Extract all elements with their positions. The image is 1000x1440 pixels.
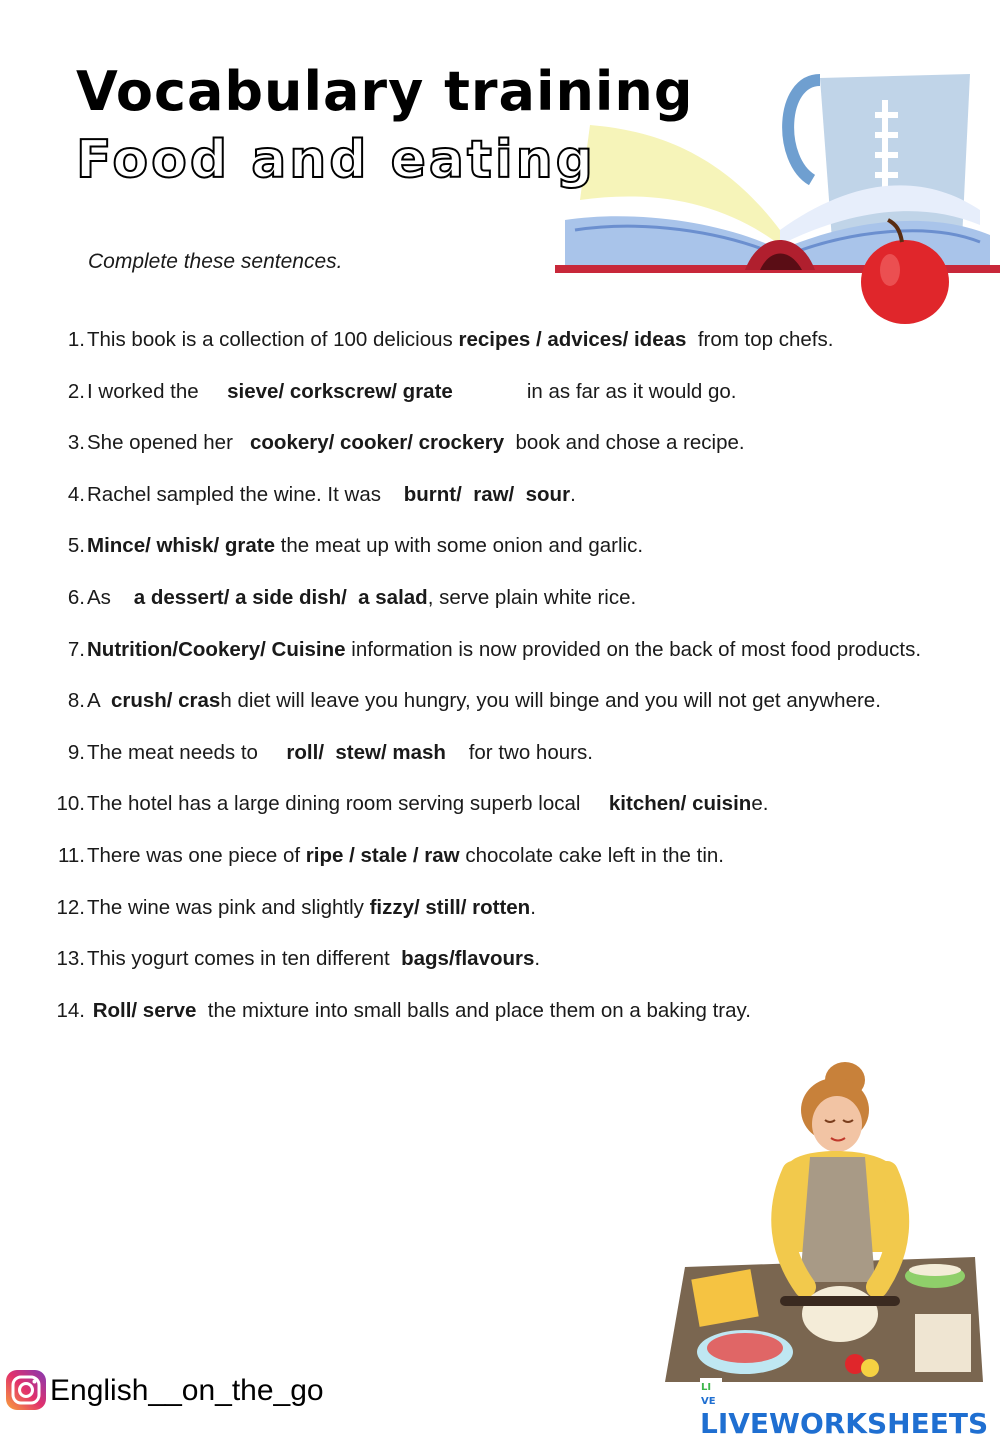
question-number: 5. xyxy=(67,534,85,558)
question-number: 14. xyxy=(56,998,85,1022)
question-text: Rachel sampled the wine. It was burnt/ raw/ sour. xyxy=(87,482,576,506)
question-item xyxy=(0,830,950,882)
question-number: 3. xyxy=(67,431,85,455)
question-number: 6. xyxy=(67,585,85,609)
question-text: Roll/ serve the mixture into small balls and place them on a baking tray. xyxy=(92,998,751,1022)
page-subtitle: Food and eating xyxy=(76,130,596,190)
question-item xyxy=(0,314,950,366)
question-item xyxy=(0,933,950,985)
page-title: Vocabulary training xyxy=(76,60,694,123)
question-number: 8. xyxy=(67,689,85,713)
question-item xyxy=(0,469,950,521)
question-text: There was one piece of ripe / stale / raw chocolate cake left in the tin. xyxy=(87,843,725,867)
brand-name: LIVEWORKSHEETS xyxy=(700,1407,989,1440)
svg-text:VE: VE xyxy=(701,1396,716,1406)
question-text: This yogurt comes in ten different bags/flavours. xyxy=(87,947,541,971)
question-item xyxy=(0,727,950,779)
instructions: Complete these sentences. xyxy=(88,250,343,273)
question-item xyxy=(0,675,950,727)
question-item xyxy=(0,882,950,934)
question-item xyxy=(0,417,950,469)
question-text: As a dessert/ a side dish/ a salad, serve plain white rice. xyxy=(87,585,637,609)
question-text: The wine was pink and slightly fizzy/ still/ rotten. xyxy=(87,895,536,919)
author-handle: English__on_the_go xyxy=(50,1374,324,1407)
question-number: 9. xyxy=(67,740,85,764)
question-text: She opened her cookery/ cooker/ crockery book and chose a recipe. xyxy=(87,431,745,455)
question-text: This book is a collection of 100 delicious recipes / advices/ ideas from top chefs. xyxy=(87,328,834,351)
question-number: 10. xyxy=(56,792,85,816)
question-number: 1. xyxy=(67,328,85,351)
question-text: A crush/ crash diet will leave you hungry, you will binge and you will not get anywhere. xyxy=(87,689,881,713)
question-text: Nutrition/Cookery/ Cuisine information is now provided on the back of most food products. xyxy=(87,637,922,661)
question-number: 7. xyxy=(67,637,85,661)
question-number: 4. xyxy=(67,482,85,506)
liveworksheets-logo xyxy=(700,1374,1000,1440)
question-item xyxy=(0,572,950,624)
question-item xyxy=(0,520,950,572)
live-badge-icon xyxy=(700,1378,722,1406)
cook-illustration xyxy=(665,1052,995,1382)
question-text: The meat needs to roll/ stew/ mash for two hours. xyxy=(87,740,593,764)
question-number: 13. xyxy=(56,947,85,971)
question-item xyxy=(0,624,950,676)
question-text: Mince/ whisk/ grate the meat up with some onion and garlic. xyxy=(87,534,644,558)
question-number: 12. xyxy=(56,895,85,919)
instagram-icon xyxy=(4,1368,48,1412)
question-number: 11. xyxy=(58,843,85,867)
question-text: The hotel has a large dining room serving superb local kitchen/ cuisine. xyxy=(87,792,769,816)
question-text: I worked the sieve/ corkscrew/ grate in as far as it would go. xyxy=(87,379,737,403)
question-item xyxy=(0,778,950,830)
question-list xyxy=(0,314,950,1036)
svg-text:LI: LI xyxy=(701,1382,712,1393)
question-item xyxy=(0,366,950,418)
question-number: 2. xyxy=(67,379,85,403)
question-item xyxy=(0,985,950,1037)
